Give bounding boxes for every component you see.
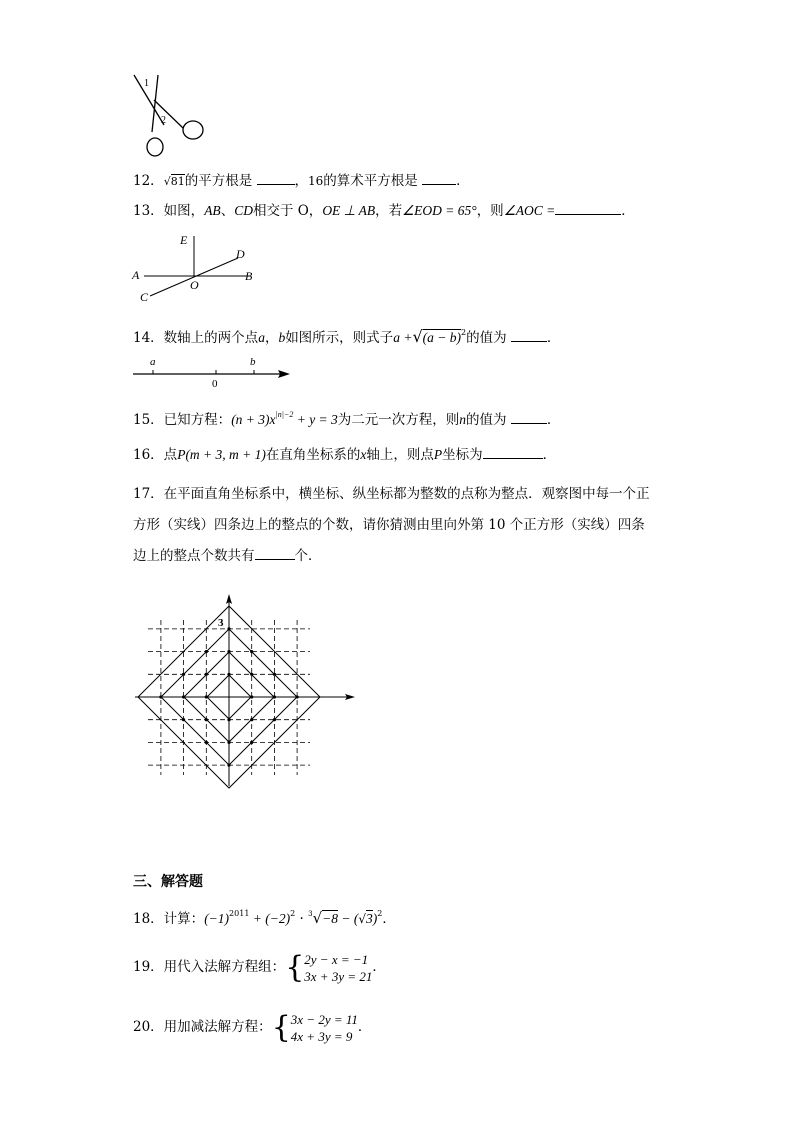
scissors-figure	[128, 70, 208, 160]
question-19: 19．用代入法解方程组：{2y − x = −1 3x + 3y = 21．	[133, 950, 386, 985]
radical-81: √81	[163, 175, 185, 188]
axis-label-3: 3	[218, 617, 224, 629]
lattice-point	[250, 673, 253, 676]
lattice-point	[159, 695, 162, 698]
lattice-point	[250, 741, 253, 744]
lattice-point	[227, 627, 230, 630]
lattice-point	[205, 741, 208, 744]
svg-text:D: D	[236, 247, 245, 261]
question-17-line-3: 边上的整点个数共有 个．	[133, 548, 322, 564]
lattice-point	[205, 695, 208, 698]
lattice-point	[273, 718, 276, 721]
lattice-point	[273, 673, 276, 676]
lattice-squares-figure	[130, 590, 360, 790]
scissors-label-1: 1	[144, 78, 149, 89]
question-14: 14．数轴上的两个点a，b如图所示，则式子$a +√(a - b)^2$的值为 ．	[133, 327, 561, 346]
scissors-label-2: 2	[161, 115, 166, 126]
lattice-point	[205, 673, 208, 676]
question-12: 12．√81的平方根是 ，16的算术平方根是 ．	[133, 173, 470, 189]
number-line-14	[130, 352, 295, 392]
lattice-point	[182, 673, 185, 676]
question-15: 15．已知方程：$(n + 3)x^{|n|-2} + y = 3$为二元一次方程，则n的值为 ．	[133, 410, 561, 428]
svg-text:A: A	[132, 268, 140, 282]
answer-blank-12b[interactable]	[422, 171, 456, 185]
lattice-point	[182, 695, 185, 698]
answer-blank-17[interactable]	[255, 546, 295, 560]
svg-text:C: C	[140, 290, 149, 304]
question-17-line-2: 方形（实线）四条边上的整点的个数，请你猜测由里向外第 10 个正方形（实线）四条	[133, 517, 645, 533]
lattice-point	[296, 695, 299, 698]
svg-text:B: B	[245, 269, 253, 283]
angle-figure-13	[130, 230, 265, 305]
lattice-point	[205, 650, 208, 653]
question-16: 16．点P(m + 3, m + 1)在直角坐标系的x轴上，则点P坐标为 ．	[133, 447, 557, 463]
lattice-point	[250, 695, 253, 698]
svg-text:O: O	[190, 278, 199, 292]
section-3-heading: 三、解答题	[133, 874, 203, 890]
lattice-point	[227, 718, 230, 721]
lattice-point	[227, 650, 230, 653]
lattice-point	[227, 764, 230, 767]
answer-blank-12a[interactable]	[257, 171, 295, 185]
lattice-point	[205, 718, 208, 721]
lattice-point	[227, 741, 230, 744]
answer-blank-15[interactable]	[511, 410, 547, 424]
lattice-point	[250, 718, 253, 721]
svg-text:a: a	[150, 356, 156, 368]
answer-blank-14[interactable]	[511, 328, 547, 342]
question-13: 13．如图，AB、CD相交于 O，OE ⊥ AB，若∠EOD = 65°，则∠AOC = ．	[133, 203, 635, 219]
svg-text:0: 0	[212, 378, 218, 390]
svg-text:b: b	[250, 356, 256, 368]
lattice-point	[250, 650, 253, 653]
question-17-line-1: 17．在平面直角坐标系中，横坐标、纵坐标都为整数的点称为整点．观察图中每一个正	[133, 486, 650, 502]
answer-blank-16[interactable]	[483, 445, 543, 459]
question-20: 20．用加减法解方程：{3x − 2y = 11 4x + 3y = 9．	[133, 1010, 372, 1045]
answer-blank-13[interactable]	[555, 201, 621, 215]
svg-text:E: E	[180, 233, 188, 247]
lattice-point	[182, 718, 185, 721]
question-18: 18．计算：$(-1)^{2011} + (-2)^2 \cdot ^3√-8 - (√3)^2$．	[133, 909, 396, 927]
lattice-point	[273, 695, 276, 698]
lattice-point	[227, 673, 230, 676]
